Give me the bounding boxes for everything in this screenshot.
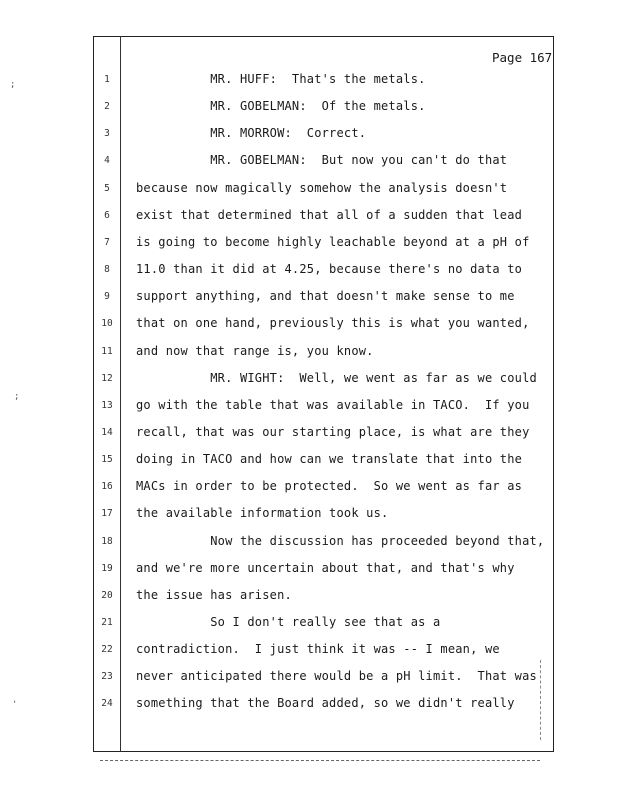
line-number: 19 <box>101 562 113 574</box>
transcript-line: and we're more uncertain about that, and that's why <box>136 560 515 575</box>
line-number: 1 <box>104 74 110 85</box>
transcript-line: because now magically somehow the analysis doesn't <box>136 180 508 195</box>
transcript-line: something that the Board added, so we didn't really <box>136 696 515 711</box>
line-number: 18 <box>101 535 113 547</box>
transcript-line: the issue has arisen. <box>136 587 292 602</box>
line-number: 4 <box>104 155 110 167</box>
transcript-line: MR. HUFF: That's the metals. <box>136 72 426 86</box>
transcript-line: recall, that was our starting place, is what are they <box>136 424 530 439</box>
line-number: 5 <box>104 182 110 194</box>
right-margin-rule <box>540 660 541 740</box>
page-number: Page 167 <box>492 50 553 65</box>
line-number: 17 <box>101 508 113 520</box>
transcript-line: MACs in order to be protected. So we went as far as <box>136 479 523 494</box>
line-number: 20 <box>101 589 113 601</box>
line-number: 2 <box>104 101 110 113</box>
line-number: 21 <box>101 617 113 628</box>
line-number: 16 <box>101 481 113 493</box>
line-number: 14 <box>101 426 113 438</box>
transcript-line: is going to become highly leachable beyond at a pH of <box>136 234 530 249</box>
transcript-line: the available information took us. <box>136 506 389 521</box>
line-number: 3 <box>104 128 110 140</box>
transcript-line: go with the table that was available in TACO. If you <box>136 397 530 412</box>
line-number: 9 <box>104 291 110 303</box>
line-number: 8 <box>104 264 110 276</box>
transcript-line: MR. WIGHT: Well, we went as far as we could <box>136 370 537 385</box>
transcript-line: Now the discussion has proceeded beyond that, <box>136 533 545 548</box>
transcript-line: 11.0 than it did at 4.25, because there's no data to <box>136 262 523 277</box>
transcript-line: MR. GOBELMAN: Of the metals. <box>136 99 426 114</box>
line-number-rule <box>120 36 121 752</box>
margin-mark: ' <box>12 700 18 710</box>
transcript-line: support anything, and that doesn't make sense to me <box>136 289 515 304</box>
transcript-line: MR. GOBELMAN: But now you can't do that <box>136 153 508 168</box>
transcript-line: contradiction. I just think it was -- I mean, we <box>136 642 500 657</box>
transcript-line: So I don't really see that as a <box>136 615 441 629</box>
line-number: 11 <box>101 345 113 357</box>
line-number: 22 <box>101 644 113 656</box>
line-number: 12 <box>101 372 113 384</box>
transcript-line: MR. MORROW: Correct. <box>136 126 367 141</box>
line-number: 6 <box>104 209 110 221</box>
transcript-line: doing in TACO and how can we translate that into the <box>136 452 523 467</box>
line-number: 13 <box>101 399 113 411</box>
transcript-line: never anticipated there would be a pH limit. That was <box>136 669 537 684</box>
margin-mark: ; <box>10 80 16 90</box>
line-number: 15 <box>101 454 113 466</box>
margin-mark: ; <box>14 392 20 402</box>
line-number: 24 <box>101 698 113 710</box>
transcript-line: that on one hand, previously this is what you wanted, <box>136 316 530 331</box>
line-number: 7 <box>104 236 110 248</box>
line-number: 23 <box>101 671 113 683</box>
bottom-rule <box>100 760 540 761</box>
transcript-line: exist that determined that all of a sudden that lead <box>136 207 523 222</box>
line-number: 10 <box>101 318 113 330</box>
transcript-line: and now that range is, you know. <box>136 343 374 358</box>
